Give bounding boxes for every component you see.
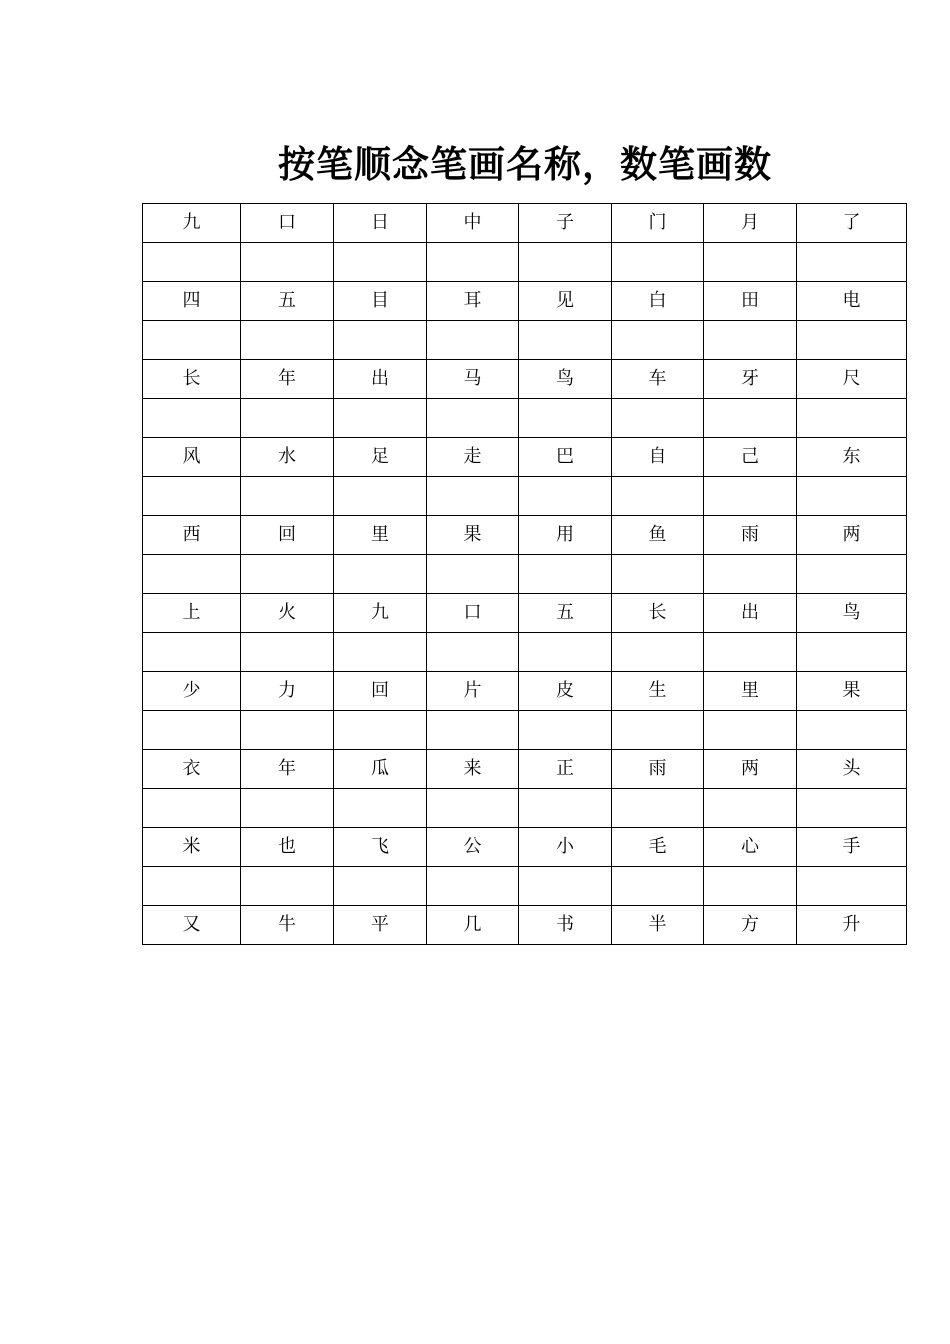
stroke-practice-table	[142, 203, 907, 945]
answer-cell[interactable]	[427, 711, 519, 750]
character-cell: 片	[427, 672, 519, 711]
answer-cell[interactable]	[143, 243, 241, 282]
character-cell: 长	[143, 360, 241, 399]
answer-cell[interactable]	[241, 321, 334, 360]
answer-cell[interactable]	[334, 555, 427, 594]
character-cell: 年	[241, 750, 334, 789]
character-cell: 田	[704, 282, 797, 321]
answer-cell[interactable]	[704, 555, 797, 594]
character-cell: 电	[797, 282, 907, 321]
answer-cell[interactable]	[427, 477, 519, 516]
answer-row	[143, 477, 907, 516]
character-cell: 己	[704, 438, 797, 477]
answer-cell[interactable]	[427, 399, 519, 438]
table-body	[143, 204, 907, 945]
character-cell: 门	[612, 204, 704, 243]
answer-cell[interactable]	[797, 555, 907, 594]
answer-row	[143, 321, 907, 360]
answer-cell[interactable]	[704, 399, 797, 438]
character-cell: 力	[241, 672, 334, 711]
answer-cell[interactable]	[241, 711, 334, 750]
character-cell: 鱼	[612, 516, 704, 555]
answer-cell[interactable]	[704, 789, 797, 828]
character-cell: 瓜	[334, 750, 427, 789]
character-cell: 出	[704, 594, 797, 633]
character-cell: 生	[612, 672, 704, 711]
character-cell: 火	[241, 594, 334, 633]
answer-cell[interactable]	[797, 399, 907, 438]
character-cell: 少	[143, 672, 241, 711]
character-cell: 头	[797, 750, 907, 789]
answer-cell[interactable]	[612, 321, 704, 360]
character-cell: 果	[797, 672, 907, 711]
answer-cell[interactable]	[143, 399, 241, 438]
character-cell: 里	[334, 516, 427, 555]
answer-cell[interactable]	[241, 633, 334, 672]
character-cell: 又	[143, 906, 241, 945]
character-cell: 九	[143, 204, 241, 243]
character-cell: 也	[241, 828, 334, 867]
answer-cell[interactable]	[334, 243, 427, 282]
answer-cell[interactable]	[519, 867, 612, 906]
character-cell: 用	[519, 516, 612, 555]
character-cell: 两	[797, 516, 907, 555]
answer-cell[interactable]	[143, 555, 241, 594]
answer-cell[interactable]	[519, 555, 612, 594]
character-cell: 心	[704, 828, 797, 867]
answer-cell[interactable]	[143, 321, 241, 360]
answer-cell[interactable]	[427, 789, 519, 828]
character-cell: 东	[797, 438, 907, 477]
answer-cell[interactable]	[797, 711, 907, 750]
answer-cell[interactable]	[334, 789, 427, 828]
character-cell: 目	[334, 282, 427, 321]
answer-cell[interactable]	[612, 789, 704, 828]
character-cell: 长	[612, 594, 704, 633]
answer-cell[interactable]	[143, 711, 241, 750]
answer-cell[interactable]	[143, 867, 241, 906]
character-cell: 回	[334, 672, 427, 711]
answer-cell[interactable]	[797, 243, 907, 282]
answer-cell[interactable]	[427, 555, 519, 594]
character-cell: 雨	[704, 516, 797, 555]
character-row	[143, 750, 907, 789]
character-cell: 两	[704, 750, 797, 789]
character-cell: 尺	[797, 360, 907, 399]
character-cell: 西	[143, 516, 241, 555]
answer-cell[interactable]	[704, 243, 797, 282]
character-cell: 口	[427, 594, 519, 633]
character-cell: 鸟	[519, 360, 612, 399]
character-row	[143, 204, 907, 243]
character-cell: 牛	[241, 906, 334, 945]
answer-cell[interactable]	[612, 399, 704, 438]
answer-row	[143, 243, 907, 282]
answer-cell[interactable]	[241, 555, 334, 594]
character-cell: 耳	[427, 282, 519, 321]
character-cell: 自	[612, 438, 704, 477]
answer-cell[interactable]	[797, 633, 907, 672]
character-cell: 五	[241, 282, 334, 321]
answer-cell[interactable]	[519, 399, 612, 438]
answer-cell[interactable]	[612, 711, 704, 750]
answer-cell[interactable]	[797, 789, 907, 828]
character-cell: 果	[427, 516, 519, 555]
character-cell: 衣	[143, 750, 241, 789]
answer-cell[interactable]	[797, 321, 907, 360]
answer-cell[interactable]	[334, 711, 427, 750]
character-row	[143, 828, 907, 867]
character-cell: 方	[704, 906, 797, 945]
character-cell: 马	[427, 360, 519, 399]
character-cell: 车	[612, 360, 704, 399]
answer-cell[interactable]	[143, 633, 241, 672]
answer-cell[interactable]	[612, 243, 704, 282]
character-cell: 米	[143, 828, 241, 867]
answer-cell[interactable]	[334, 867, 427, 906]
character-cell: 巴	[519, 438, 612, 477]
page-title: 按笔顺念笔画名称，数笔画数	[278, 142, 772, 186]
answer-cell[interactable]	[241, 477, 334, 516]
answer-row	[143, 633, 907, 672]
character-cell: 牙	[704, 360, 797, 399]
character-cell: 来	[427, 750, 519, 789]
character-cell: 雨	[612, 750, 704, 789]
answer-cell[interactable]	[704, 867, 797, 906]
answer-cell[interactable]	[519, 711, 612, 750]
answer-cell[interactable]	[704, 633, 797, 672]
answer-cell[interactable]	[241, 399, 334, 438]
character-cell: 月	[704, 204, 797, 243]
character-cell: 毛	[612, 828, 704, 867]
answer-row	[143, 867, 907, 906]
character-cell: 飞	[334, 828, 427, 867]
character-row	[143, 906, 907, 945]
character-cell: 平	[334, 906, 427, 945]
answer-cell[interactable]	[612, 555, 704, 594]
character-row	[143, 282, 907, 321]
answer-cell[interactable]	[797, 477, 907, 516]
character-cell: 半	[612, 906, 704, 945]
character-cell: 回	[241, 516, 334, 555]
answer-cell[interactable]	[519, 633, 612, 672]
answer-cell[interactable]	[612, 477, 704, 516]
character-cell: 四	[143, 282, 241, 321]
answer-cell[interactable]	[427, 243, 519, 282]
character-cell: 了	[797, 204, 907, 243]
answer-cell[interactable]	[334, 321, 427, 360]
answer-cell[interactable]	[704, 711, 797, 750]
character-cell: 走	[427, 438, 519, 477]
character-cell: 子	[519, 204, 612, 243]
character-cell: 鸟	[797, 594, 907, 633]
character-cell: 书	[519, 906, 612, 945]
answer-cell[interactable]	[519, 789, 612, 828]
answer-cell[interactable]	[519, 321, 612, 360]
answer-cell[interactable]	[427, 867, 519, 906]
answer-cell[interactable]	[143, 477, 241, 516]
character-cell: 日	[334, 204, 427, 243]
answer-cell[interactable]	[612, 633, 704, 672]
character-cell: 九	[334, 594, 427, 633]
answer-row	[143, 555, 907, 594]
character-cell: 足	[334, 438, 427, 477]
character-cell: 年	[241, 360, 334, 399]
character-cell: 五	[519, 594, 612, 633]
character-cell: 正	[519, 750, 612, 789]
answer-cell[interactable]	[519, 243, 612, 282]
character-cell: 出	[334, 360, 427, 399]
answer-cell[interactable]	[797, 867, 907, 906]
answer-cell[interactable]	[704, 321, 797, 360]
character-cell: 几	[427, 906, 519, 945]
character-cell: 水	[241, 438, 334, 477]
character-cell: 皮	[519, 672, 612, 711]
answer-cell[interactable]	[704, 477, 797, 516]
character-row	[143, 594, 907, 633]
answer-cell[interactable]	[241, 789, 334, 828]
answer-cell[interactable]	[427, 321, 519, 360]
character-cell: 口	[241, 204, 334, 243]
character-row	[143, 360, 907, 399]
answer-cell[interactable]	[241, 243, 334, 282]
character-cell: 升	[797, 906, 907, 945]
answer-cell[interactable]	[427, 633, 519, 672]
character-row	[143, 438, 907, 477]
answer-row	[143, 711, 907, 750]
character-cell: 见	[519, 282, 612, 321]
answer-cell[interactable]	[612, 867, 704, 906]
answer-cell[interactable]	[334, 399, 427, 438]
character-row	[143, 516, 907, 555]
character-cell: 白	[612, 282, 704, 321]
character-cell: 手	[797, 828, 907, 867]
answer-cell[interactable]	[519, 477, 612, 516]
character-cell: 公	[427, 828, 519, 867]
character-cell: 风	[143, 438, 241, 477]
character-cell: 小	[519, 828, 612, 867]
answer-cell[interactable]	[334, 633, 427, 672]
answer-row	[143, 789, 907, 828]
character-cell: 里	[704, 672, 797, 711]
answer-row	[143, 399, 907, 438]
answer-cell[interactable]	[143, 789, 241, 828]
answer-cell[interactable]	[241, 867, 334, 906]
character-row	[143, 672, 907, 711]
character-cell: 上	[143, 594, 241, 633]
character-cell: 中	[427, 204, 519, 243]
answer-cell[interactable]	[334, 477, 427, 516]
